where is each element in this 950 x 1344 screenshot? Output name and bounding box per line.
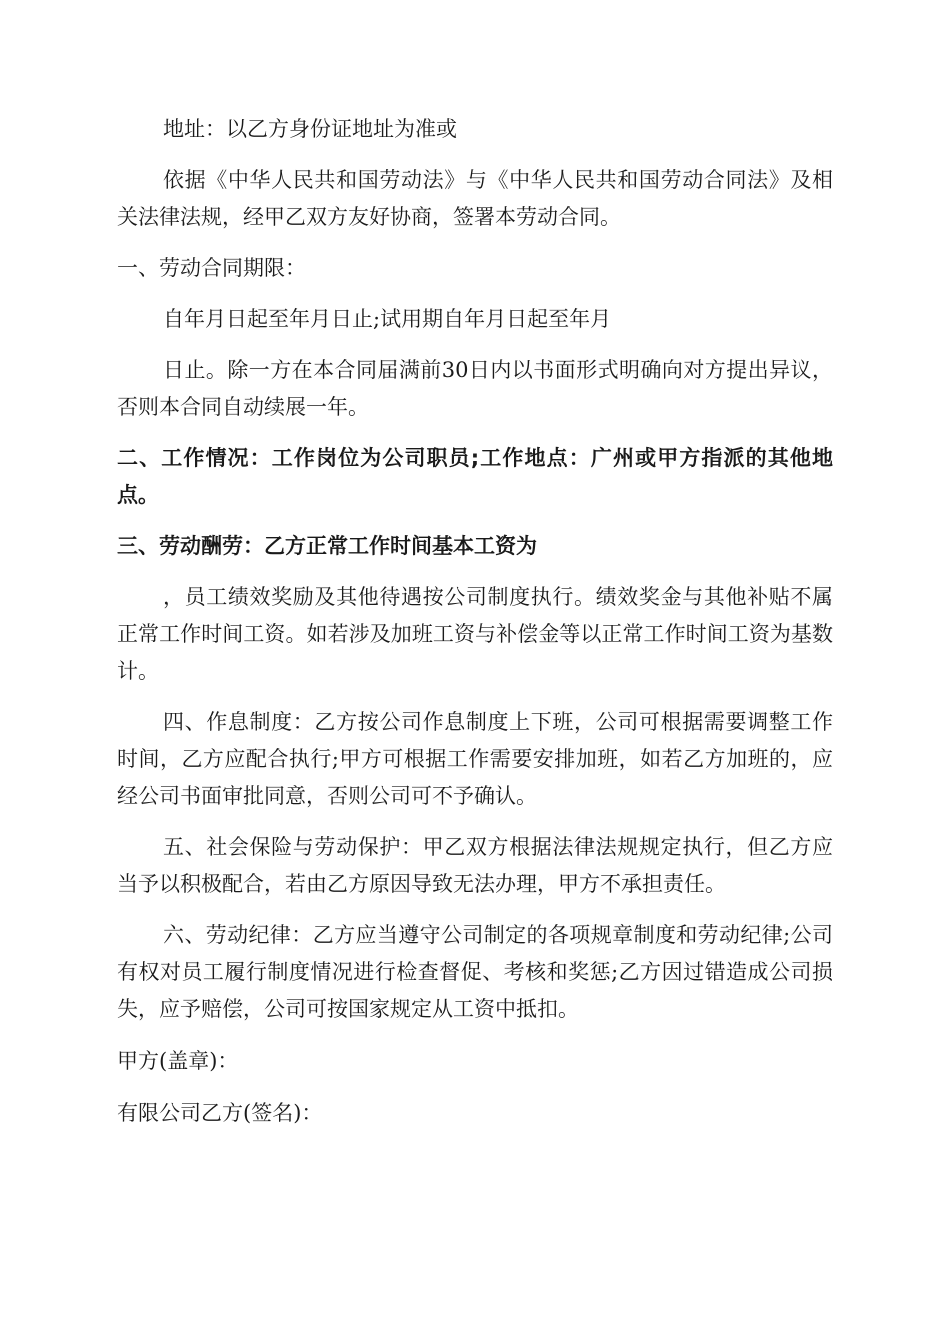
section-6-paragraph: 六、劳动纪律：乙方应当遵守公司制定的各项规章制度和劳动纪律;公司有权对员工履行制度情况进行检查督促、考核和奖惩;乙方因过错造成公司损失，应予赔偿，公司可按国家规定从工资中抵扣。 [117,923,833,1021]
section-2-paragraph: 二、工作情况：工作岗位为公司职员;工作地点：广州或甲方指派的其他地点。 [117,446,833,507]
section-1-heading: 一、劳动合同期限： [117,256,306,280]
section-5-paragraph: 五、社会保险与劳动保护：甲乙双方根据法律法规规定执行，但乙方应当予以积极配合，若由乙方原因导致无法办理，甲方不承担责任。 [117,835,833,896]
salary-paragraph: ，员工绩效奖励及其他待遇按公司制度执行。绩效奖金与其他补贴不属正常工作时间工资。如若涉及加班工资与补偿金等以正常工作时间工资为基数计。 [117,585,833,683]
term-paragraph: 自年月日起至年月日止;试用期自年月日起至年月 [163,307,612,331]
preamble-paragraph: 依据《中华人民共和国劳动法》与《中华人民共和国劳动合同法》及相关法律法规，经甲乙双方友好协商，签署本劳动合同。 [117,168,833,229]
renewal-paragraph: 日止。除一方在本合同届满前30日内以书面形式明确向对方提出异议，否则本合同自动续展一年。 [117,358,833,419]
section-3-heading: 三、劳动酬劳：乙方正常工作时间基本工资为 [117,534,537,558]
party-a-signature-line: 甲方(盖章)： [117,1049,239,1073]
section-4-paragraph: 四、作息制度：乙方按公司作息制度上下班，公司可根据需要调整工作时间，乙方应配合执行;甲方可根据工作需要安排加班，如若乙方加班的，应经公司书面审批同意，否则公司可不予确认。 [117,710,833,808]
party-b-signature-line: 有限公司乙方(签名)： [117,1101,323,1125]
document-body [117,111,833,1132]
address-paragraph: 地址：以乙方身份证地址为准或 [163,117,457,141]
